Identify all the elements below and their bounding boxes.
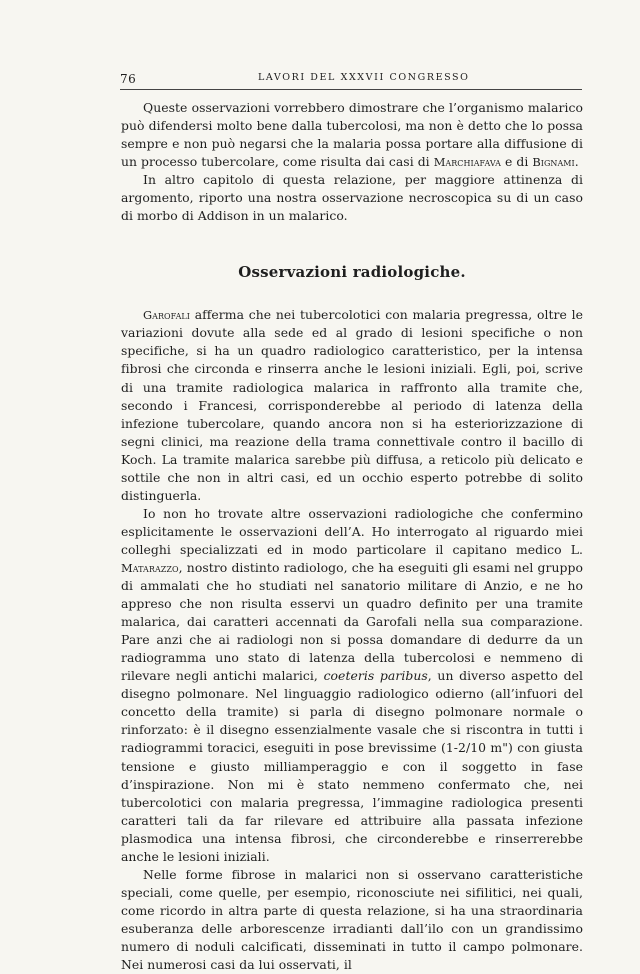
paragraph-text: , nostro distinto radiologo, che ha eseguiti gli esami nel gruppo di ammalati che ho studiati nel sanatorio militare di Anzio, e ne ho appreso che non risulta esservi un quadro definito per una tramite malarica, dai caratteri accennati da Garofali nella sua comparazione. Pare anzi che ai radiologi non si possa domandare di dedurre da un radiogramma uno stato di latenza della tubercolosi e nemmeno di rilevare negli antichi malarici,: [121, 559, 583, 684]
paragraph-text: , un diverso aspetto del disegno polmonare. Nel linguaggio radiologico odierno (all’infuori del concetto della tramite) si parla di disegno polmonare normale o rinforzato: è il disegno essenzialmente vasale che si riscontra in tutti i radiogrammi toracici, eseguiti in pose brevissime (1-2/10 m") con giusta tensione e giusto milliamperaggio e con il soggetto in fase d’inspirazione. Non mi è stato nemmeno confermato che, nei tubercolotici con malaria pregressa, l’immagine radiologica presenti caratteri tali da far rilevare ed attribuire alla passata infezione plasmodica una intensa fibrosi, che circonderebbe e rinserrerebbe anche le lesioni iniziali.: [121, 668, 583, 864]
author-name-bignami: Bignami: [532, 155, 575, 170]
paragraph-intro: [121, 99, 583, 171]
paragraph-matarazzo: [121, 505, 583, 866]
paragraph-text: Queste osservazioni vorrebbero dimostrare che l’organismo malarico può difendersi molto bene dalla tubercolosi, ma non è detto che lo possa sempre e non può negarsi che la malaria possa portare alla diffusione di un processo tubercolare, come risulta dai casi di: [121, 100, 583, 170]
paragraph-fibrose: Nelle forme fibrose in malarici non si osservano caratteristiche speciali, come quelle, per esempio, riconosciute nei sifilitici, nei quali, come ricordo in altra parte di questa relazione, si ha una straordinaria esuberanza delle arborescenze irradianti dall’ilo con un grandissimo numero di noduli calcificati, disseminati in tutto il campo polmonare. Nei numerosi casi da lui osservati, il: [121, 866, 583, 973]
paragraph-text: Io non ho trovate altre osservazioni radiologiche che confermino esplicitamente le osservazioni dell’A. Ho interrogato al riguardo miei colleghi specializzati ed in modo particolare il capitano medico L.: [121, 505, 583, 557]
text-column: [121, 99, 583, 974]
running-head: LAVORI DEL XXXVII CONGRESSO: [258, 72, 470, 83]
author-name-garofali: Garofali: [143, 308, 190, 323]
paragraph-text: .: [574, 154, 579, 170]
latin-phrase: coeteris paribus: [323, 668, 428, 684]
page-number: 76: [120, 72, 137, 86]
paragraph-text: e di: [500, 154, 533, 170]
author-name-marchiafava: Marchiafava: [433, 155, 501, 170]
paragraph-text: afferma che nei tubercolotici con malaria pregressa, oltre le variazioni dovute alla sede ed al grado di lesioni specifiche o non specifiche, si ha un quadro radiologico caratteristico, per la intensa fibrosi che circonda e rinserra anche le lesioni iniziali. Egli, poi, scrive di una tramite radiologica malarica in raffronto alla tramite che, secondo i Francesi, corrisponderebbe al periodo di latenza della infezione tubercolare, quando ancora non si ha esteriorizzazione di segni clinici, ma reazione della trama connettivale contro il bacillo di Koch. La tramite malarica sarebbe più diffusa, a reticolo più delicato e sottile che non in altri casi, ed un occhio esperto potrebbe di solito distinguerla.: [121, 307, 583, 503]
author-name-matarazzo: Matarazzo: [121, 560, 179, 575]
section-title: Osservazioni radiologiche.: [238, 263, 466, 282]
paragraph-garofali: [121, 306, 583, 505]
paragraph-addison: In altro capitolo di questa relazione, per maggiore attinenza di argomento, riporto una nostra osservazione necroscopica su di un caso di morbo di Addison in un malarico.: [121, 172, 583, 224]
header-rule: [120, 89, 582, 90]
